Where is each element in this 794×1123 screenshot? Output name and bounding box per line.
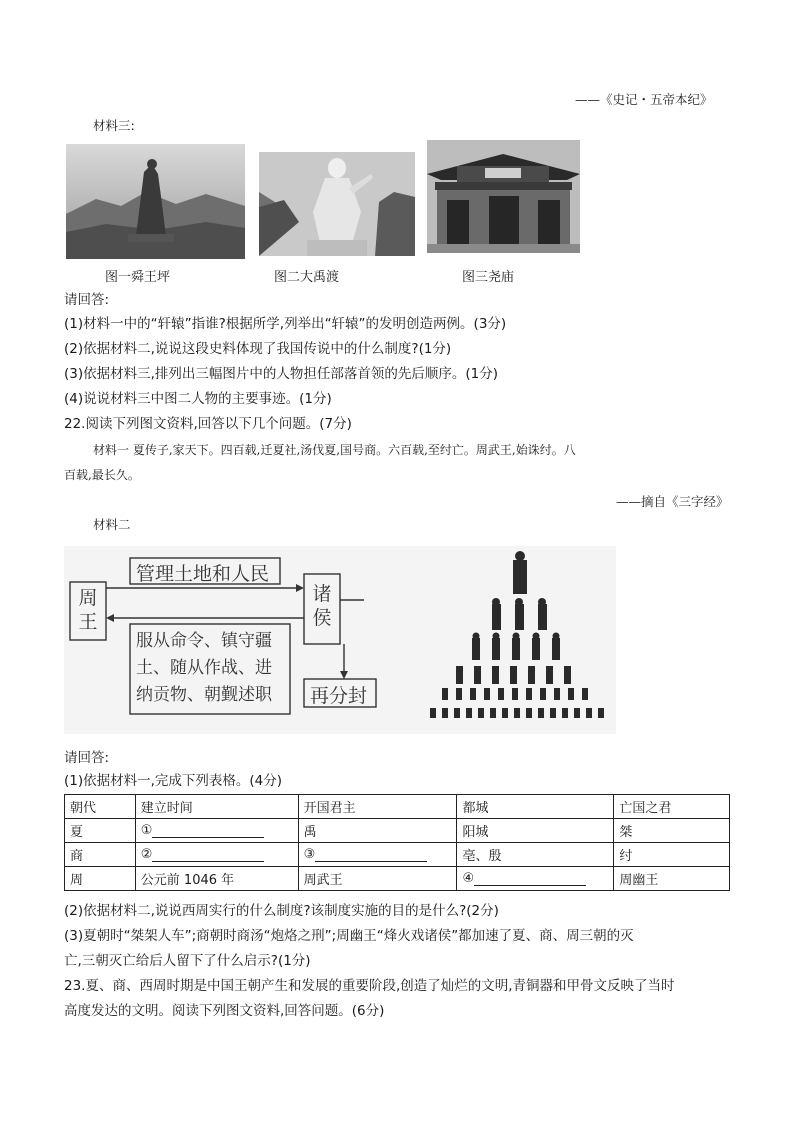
table-cell-blank — [457, 867, 614, 891]
table-cell: 阳城 — [457, 819, 614, 843]
q22-prompt: 请回答: — [64, 750, 110, 766]
material-1-source: ——摘自《三字经》 — [616, 494, 729, 509]
table-cell-blank — [298, 843, 457, 867]
answer-blank[interactable] — [474, 871, 586, 886]
table-header-cell: 亡国之君 — [614, 795, 730, 819]
q22-q3-line-2: 亡,三朝灭亡给后人留下了什么启示?(1分) — [64, 953, 311, 969]
table-cell: 夏 — [65, 819, 136, 843]
table-header-cell: 开国君主 — [298, 795, 457, 819]
answer-blank[interactable] — [152, 823, 264, 838]
caption-1: 图一舜王坪 — [105, 270, 171, 285]
fenfeng-diagram — [64, 546, 616, 734]
q21-item-2: (2)依据材料二,说说这段史料体现了我国传说中的什么制度?(1分) — [64, 341, 452, 357]
table-cell-blank — [135, 843, 298, 867]
table-cell: 周 — [65, 867, 136, 891]
q23-line-2: 高度发达的文明。阅读下列图文资料,回答问题。(6分) — [64, 1003, 385, 1019]
dynasty-table — [64, 794, 730, 891]
blank-marker: ② — [140, 847, 153, 862]
source-shiji: ——《史记・五帝本纪》 — [575, 92, 713, 107]
diagram-king: 周王 — [78, 587, 98, 633]
table-cell-blank — [135, 819, 298, 843]
table-row — [65, 867, 730, 891]
table-cell: 周武王 — [298, 867, 457, 891]
q23-line-1: 23.夏、商、西周时期是中国王朝产生和发展的重要阶段,创造了灿烂的文明,青铜器和甲骨文反映了当时 — [64, 978, 675, 994]
answer-blank[interactable] — [152, 847, 264, 862]
blank-marker: ① — [140, 823, 153, 838]
photo-yao-miao — [427, 140, 580, 253]
table-row — [65, 819, 730, 843]
diagram-duties-line-2: 土、随从作战、进 — [136, 658, 272, 678]
table-cell: 亳、殷 — [457, 843, 614, 867]
q22-q2: (2)依据材料二,说说西周实行的什么制度?该制度实施的目的是什么?(2分) — [64, 903, 499, 919]
caption-3: 图三尧庙 — [462, 270, 515, 285]
material-1-line-1: 材料一 夏传子,家天下。四百载,迁夏社,汤伐夏,国号商。六百载,至纣亡。周武王,始诛纣。八 — [93, 443, 576, 457]
q21-item-1: (1)材料一中的“轩辕”指谁?根据所学,列举出“轩辕”的发明创造两例。(3分) — [64, 316, 507, 332]
table-header-cell: 朝代 — [65, 795, 136, 819]
material-1-line-2: 百载,最长久。 — [64, 468, 140, 482]
diagram-duties-line-1: 服从命令、镇守疆 — [136, 631, 272, 651]
table-cell: 周幽王 — [614, 867, 730, 891]
table-cell: 公元前 1046 年 — [135, 867, 298, 891]
diagram-lords: 诸侯 — [312, 583, 332, 629]
photo-shun-wang-ping — [66, 144, 245, 259]
q21-item-3: (3)依据材料三,排列出三幅图片中的人物担任部落首领的先后顺序。(1分) — [64, 366, 499, 382]
table-cell: 桀 — [614, 819, 730, 843]
diagram-manage-label: 管理土地和人民 — [136, 563, 270, 585]
material-2-label: 材料二 — [93, 517, 131, 532]
diagram-duties — [136, 628, 272, 709]
diagram-subfief: 再分封 — [310, 685, 368, 707]
table-cell: 商 — [65, 843, 136, 867]
table-header-cell: 都城 — [457, 795, 614, 819]
blank-marker: ④ — [462, 871, 475, 886]
blank-marker: ③ — [303, 847, 316, 862]
table-row — [65, 843, 730, 867]
table-header-cell: 建立时间 — [135, 795, 298, 819]
material-3-label: 材料三: — [93, 118, 135, 133]
diagram-duties-line-3: 纳贡物、朝觐述职 — [136, 685, 272, 705]
q22-title: 22.阅读下列图文资料,回答以下几个问题。(7分) — [64, 416, 352, 432]
answer-blank[interactable] — [315, 847, 427, 862]
q22-q1: (1)依据材料一,完成下列表格。(4分) — [64, 773, 283, 789]
q21-prompt: 请回答: — [64, 292, 110, 308]
q22-q3-line-1: (3)夏朝时“桀架人车”;商朝时商汤“炮烙之刑”;周幽王“烽火戏诸侯”都加速了夏、商、周三朝的灭 — [64, 928, 634, 944]
caption-2: 图二大禹渡 — [274, 270, 340, 285]
q21-item-4: (4)说说材料三中图二人物的主要事迹。(1分) — [64, 391, 332, 407]
table-header-row — [65, 795, 730, 819]
table-cell: 纣 — [614, 843, 730, 867]
photo-da-yu-du — [259, 152, 415, 256]
table-cell: 禹 — [298, 819, 457, 843]
